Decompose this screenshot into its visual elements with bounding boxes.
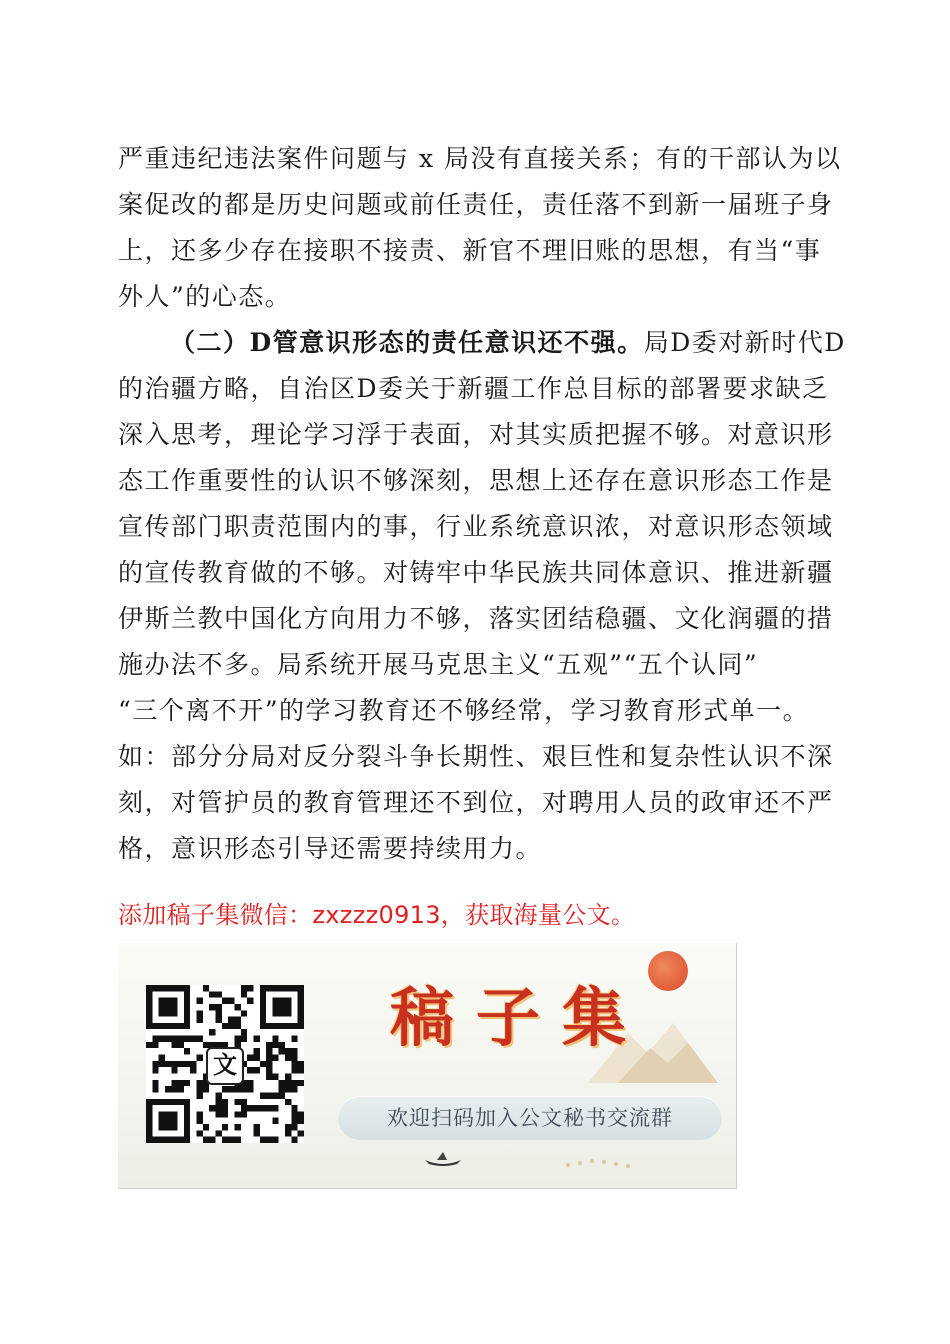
slogan-bar [338, 1096, 722, 1140]
section2-first-line-rest: 局D委对新时代D [643, 328, 846, 357]
section2-heading: （二）D管意识形态的责任意识还不强。 [170, 328, 644, 357]
body-line: 施办法不多。局系统开展马克思主义“五观”“五个认同” [118, 650, 759, 679]
boat-icon [423, 1150, 463, 1168]
body-line: 严重违纪违法案件问题与 x 局没有直接关系；有的干部认为以 [118, 144, 842, 173]
decorative-dots-icon [558, 1153, 678, 1173]
body-line: 外人”的心态。 [118, 282, 292, 311]
brand-title: 稿子集 [390, 981, 648, 1056]
qr-code-image[interactable] [146, 985, 304, 1143]
promo-text[interactable]: 添加稿子集微信：zxzzz0913，获取海量公文。 [118, 901, 636, 929]
body-line: 宣传部门职责范围内的事，行业系统意识浓，对意识形态领域 [118, 512, 834, 541]
body-line: 上，还多少存在接职不接责、新官不理旧账的思想，有当“事 [118, 236, 822, 265]
sun-icon [648, 951, 688, 991]
body-text [118, 136, 846, 872]
qr-center-logo: 文 [206, 1047, 244, 1085]
body-line: 刻，对管护员的教育管理还不到位，对聘用人员的政审还不严 [118, 788, 834, 817]
slogan-text: 欢迎扫码加入公文秘书交流群 [387, 1106, 673, 1130]
section2-first-line [118, 320, 846, 366]
body-line: 伊斯兰教中国化方向用力不够，落实团结稳疆、文化润疆的措 [118, 604, 834, 633]
body-line: 的宣传教育做的不够。对铸牢中华民族共同体意识、推进新疆 [118, 558, 834, 587]
body-line: 案促改的都是历史问题或前任责任，责任落不到新一届班子身 [118, 190, 834, 219]
body-line: 态工作重要性的认识不够深刻，思想上还存在意识形态工作是 [118, 466, 834, 495]
body-line: 深入思考，理论学习浮于表面，对其实质把握不够。对意识形 [118, 420, 834, 449]
body-line: 如：部分分局对反分裂斗争长期性、艰巨性和复杂性认识不深 [118, 742, 834, 771]
body-line: 的治疆方略，自治区D委关于新疆工作总目标的部署要求缺乏 [118, 374, 829, 403]
body-line: 格，意识形态引导还需要持续用力。 [118, 834, 543, 863]
body-line: “三个离不开”的学习教育还不够经常，学习教育形式单一。 [118, 696, 810, 725]
promo-banner[interactable] [118, 943, 737, 1189]
